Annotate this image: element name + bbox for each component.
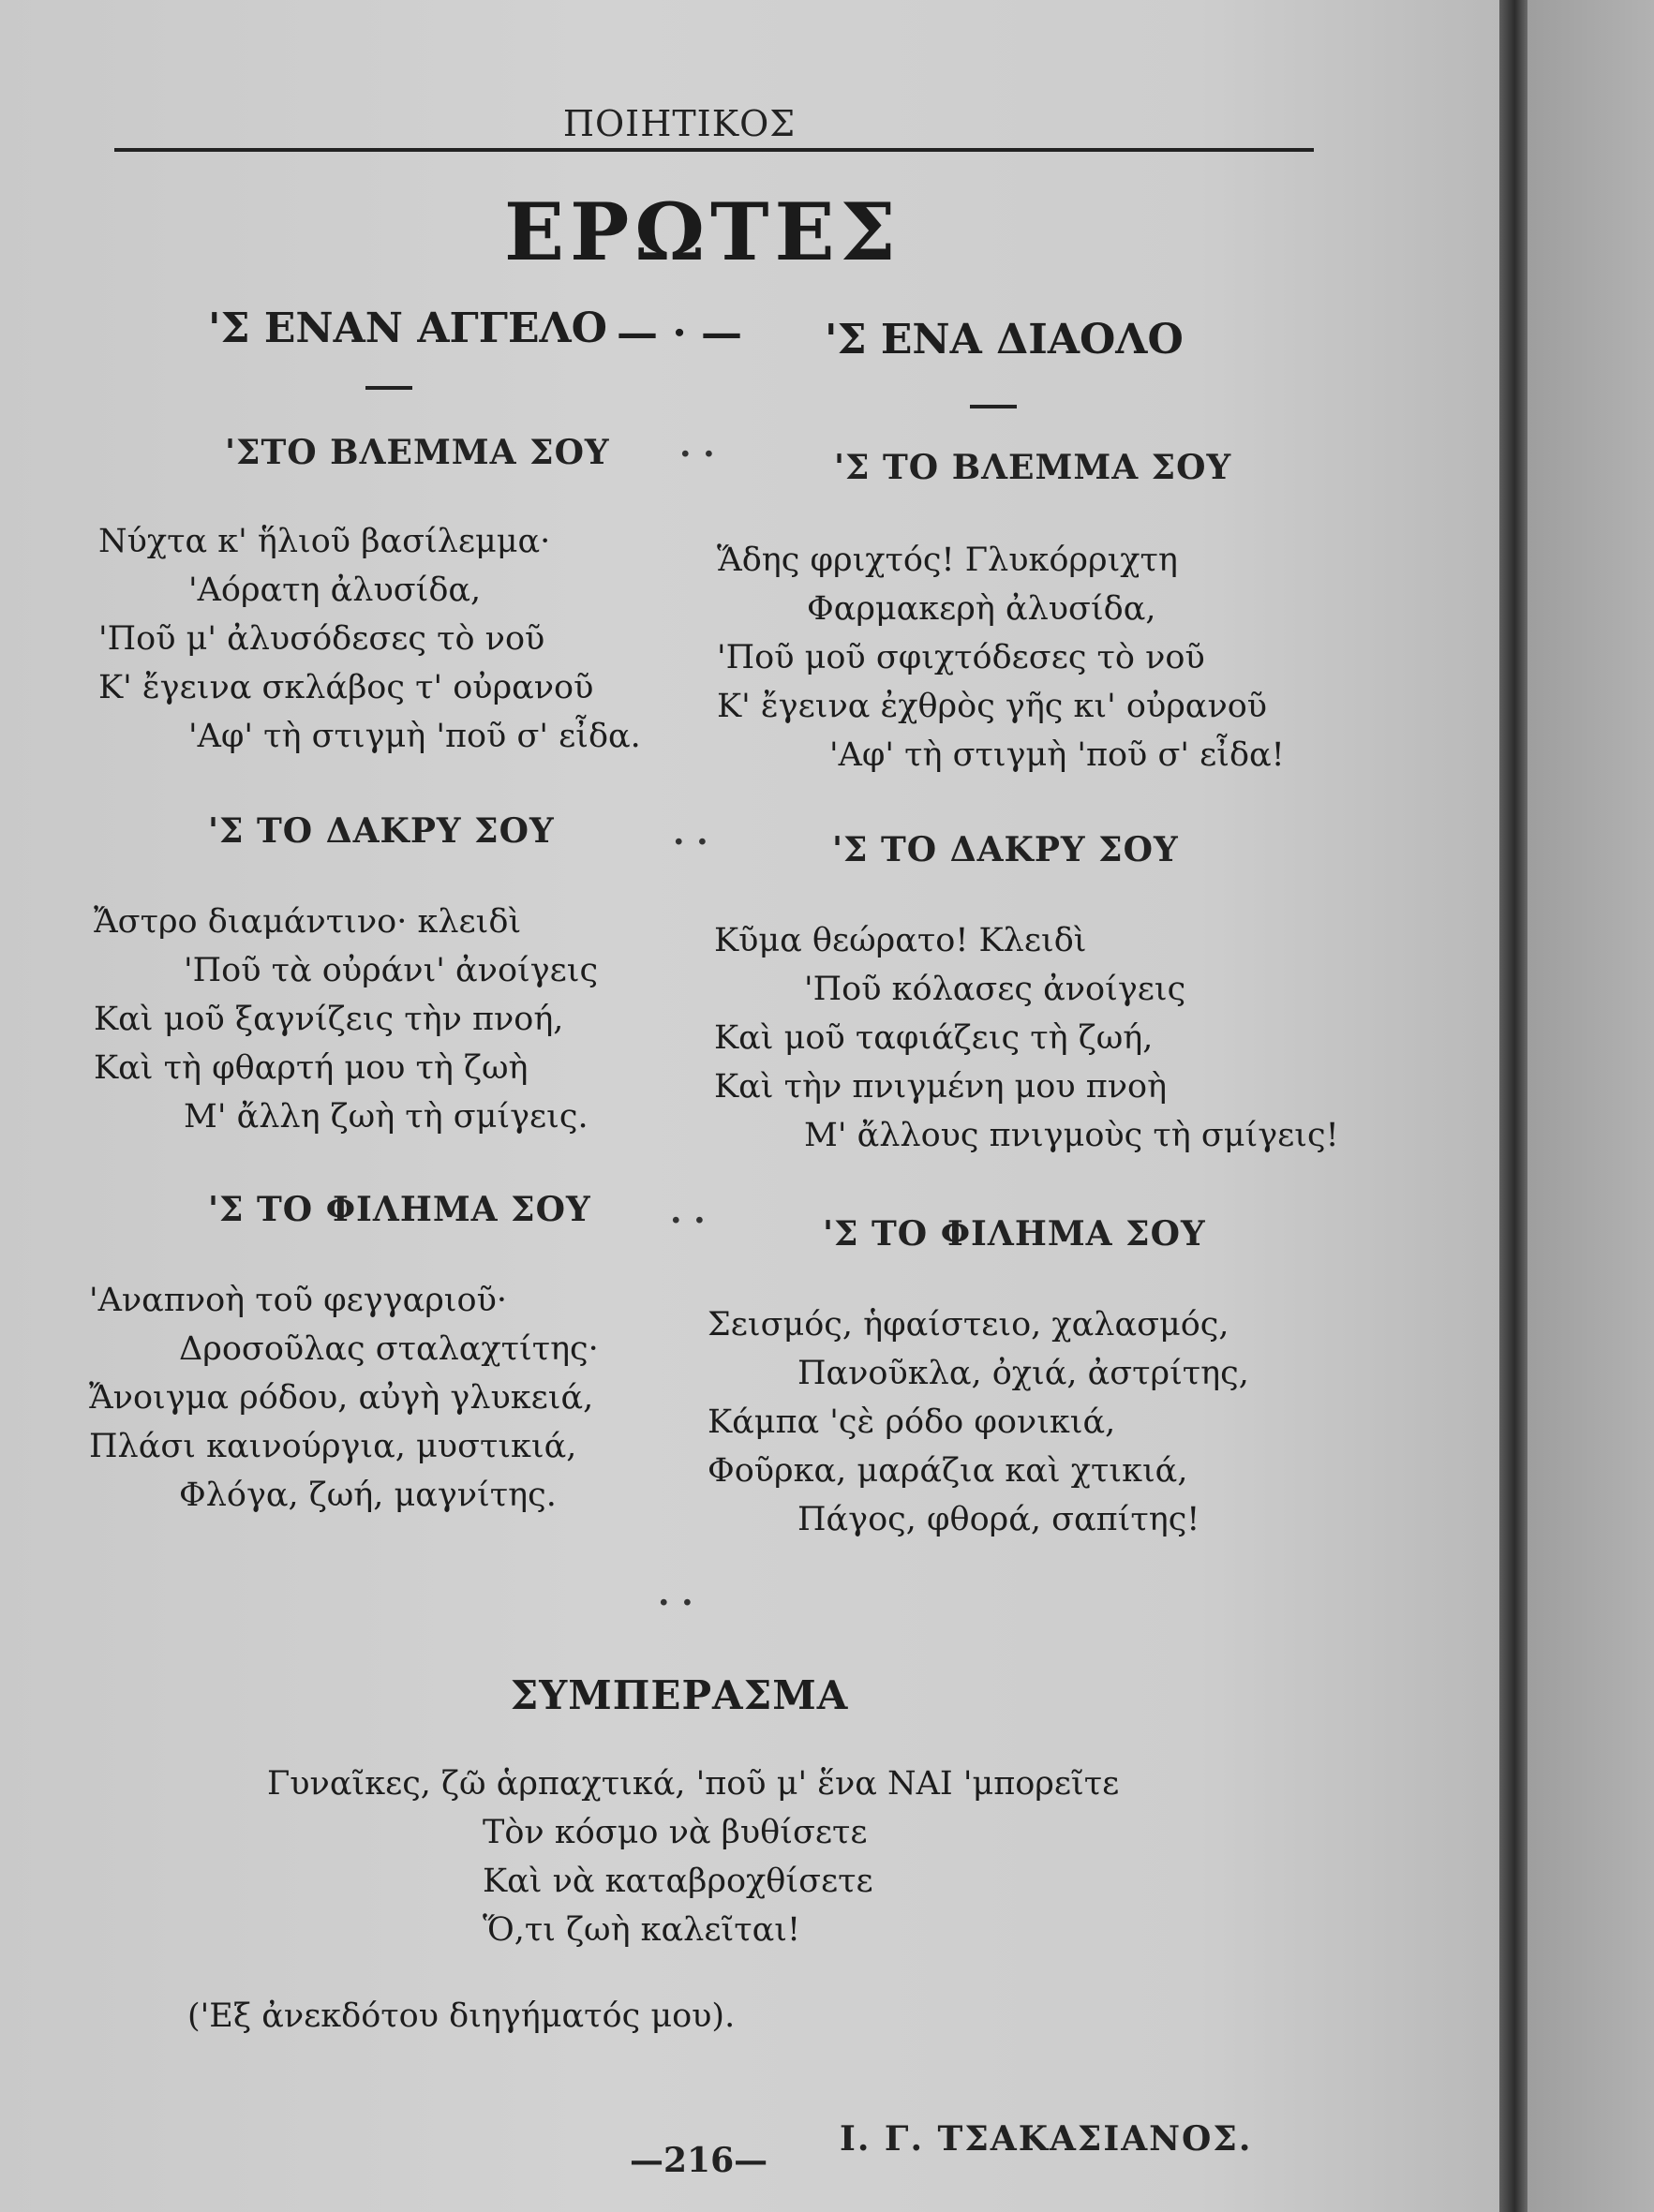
verse-line: Καὶ μοῦ ξαγνίζεις τὴν πνοή, <box>94 1001 564 1038</box>
conclusion-title: ΣΥΜΠΕΡΑΣΜΑ <box>510 1672 849 1718</box>
verse-line: Κῦμα θεώρατο! Κλειδὶ <box>714 922 1087 959</box>
left-stanza-2 <box>94 898 598 1141</box>
verse-line: Πανοῦκλα, ὀχιά, ἀστρίτης, <box>797 1355 1249 1392</box>
verse-line: Φοῦρκα, μαράζια καὶ χτικιά, <box>708 1452 1188 1490</box>
verse-line: Ἅδης φριχτός! Γλυκόρριχτη <box>717 542 1178 579</box>
conclusion-stanza <box>267 1759 1119 1954</box>
verse-line: Ἄστρο διαμάντινο· κλειδὶ <box>94 903 522 941</box>
left-section-3-title: 'Σ ΤΟ ΦΙΛΗΜΑ ΣΟΥ <box>208 1190 591 1229</box>
right-heading-rule <box>970 405 1017 408</box>
left-column-heading: 'Σ ΕΝΑΝ ΑΓΓΕΛΟ <box>208 304 607 352</box>
left-section-2-title: 'Σ ΤΟ ΔΑΚΡΥ ΣΟΥ <box>208 811 555 851</box>
verse-line: Πάγος, φθορά, σαπίτης! <box>797 1501 1200 1538</box>
verse-line: 'Αόρατη ἀλυσίδα, <box>188 572 482 609</box>
verse-line: Κάμπα 'ςὲ ρόδο φονικιά, <box>708 1403 1116 1441</box>
verse-line: 'Ποῦ κόλασες ἀνοίγεις <box>804 971 1186 1008</box>
book-spine-shadow <box>1499 0 1527 2212</box>
verse-line: Φλόγα, ζωή, μαγνίτης. <box>179 1477 557 1514</box>
left-stanza-1 <box>98 517 641 761</box>
verse-line: Καὶ μοῦ ταφιάζεις τὴ ζωή, <box>714 1019 1154 1057</box>
right-column-heading: 'Σ ΕΝΑ ΔΙΑΟΛΟ <box>825 316 1184 364</box>
separator-dots: · · <box>670 1201 706 1240</box>
verse-line: Δροσοῦλας σταλαχτίτης· <box>179 1330 599 1368</box>
verse-line: Τὸν κόσμο νὰ βυθίσετε <box>483 1814 868 1851</box>
left-heading-rule <box>365 386 412 390</box>
verse-line: Γυναῖκες, ζῶ ἁρπαχτικά, 'ποῦ μ' ἕνα ΝΑΙ 'μπορεῖτε <box>267 1765 1120 1803</box>
verse-line: 'Αφ' τὴ στιγμὴ 'ποῦ σ' εἶδα! <box>829 736 1285 774</box>
verse-line: Καὶ τὴ φθαρτή μου τὴ ζωὴ <box>94 1049 529 1087</box>
running-title: ΠΟΙΗΤΙΚΟΣ <box>562 103 797 144</box>
right-stanza-1 <box>717 536 1285 779</box>
center-dash-mark: — · — <box>617 309 742 357</box>
verse-line: 'Αφ' τὴ στιγμὴ 'ποῦ σ' εἶδα. <box>188 718 641 755</box>
verse-line: Φαρμακερὴ ἀλυσίδα, <box>807 590 1156 628</box>
poem-title: ΕΡΩΤΕΣ <box>504 186 902 278</box>
left-section-1-title: 'ΣΤΟ ΒΛΕΜΜΑ ΣΟΥ <box>225 433 610 472</box>
verse-line: 'Ποῦ μ' ἀλυσόδεσες τὸ νοῦ <box>98 620 545 658</box>
verse-line: Ὅ,τι ζωὴ καλεῖται! <box>483 1911 801 1949</box>
author-signature: Ι. Γ. ΤΣΑΚΑΣΙΑΝΟΣ. <box>840 2119 1253 2159</box>
verse-line: Ἄνοιγμα ρόδου, αὐγὴ γλυκειά, <box>89 1379 594 1417</box>
verse-line: Κ' ἔγεινα ἐχθρὸς γῆς κι' οὐρανοῦ <box>717 688 1268 725</box>
right-section-3-title: 'Σ ΤΟ ΦΙΛΗΜΑ ΣΟΥ <box>823 1214 1206 1254</box>
page-number: —216— <box>630 2141 768 2180</box>
separator-dots: · · <box>679 435 715 474</box>
right-stanza-2 <box>714 916 1339 1160</box>
separator-dots: · · <box>658 1583 693 1623</box>
verse-line: Κ' ἔγεινα σκλάβος τ' οὐρανοῦ <box>98 669 594 706</box>
header-rule <box>114 148 1314 152</box>
verse-line: 'Ποῦ μοῦ σφιχτόδεσες τὸ νοῦ <box>717 639 1205 676</box>
verse-line: Πλάσι καινούργια, μυστικιά, <box>89 1428 577 1465</box>
verse-line: Μ' ἄλλη ζωὴ τὴ σμίγεις. <box>184 1098 589 1136</box>
verse-line: 'Αναπνοὴ τοῦ φεγγαριοῦ· <box>89 1282 507 1319</box>
right-stanza-3 <box>708 1300 1249 1544</box>
separator-dots: · · <box>673 823 708 862</box>
right-section-2-title: 'Σ ΤΟ ΔΑΚΡΥ ΣΟΥ <box>832 830 1179 869</box>
verse-line: 'Ποῦ τὰ οὐράνι' ἀνοίγεις <box>184 952 599 989</box>
verse-line: Σεισμός, ἡφαίστειο, χαλασμός, <box>708 1306 1229 1344</box>
left-stanza-3 <box>89 1276 599 1520</box>
right-section-1-title: 'Σ ΤΟ ΒΛΕΜΜΑ ΣΟΥ <box>834 448 1232 487</box>
adjacent-page-edge <box>1527 0 1654 2212</box>
verse-line: Καὶ νὰ καταβροχθίσετε <box>483 1863 873 1900</box>
source-note: ('Εξ ἀνεκδότου διηγήματός μου). <box>187 1997 736 2035</box>
verse-line: Μ' ἄλλους πνιγμοὺς τὴ σμίγεις! <box>804 1117 1339 1154</box>
verse-line: Καὶ τὴν πνιγμένη μου πνοὴ <box>714 1068 1168 1106</box>
verse-line: Νύχτα κ' ἥλιοῦ βασίλεμμα· <box>98 523 551 560</box>
